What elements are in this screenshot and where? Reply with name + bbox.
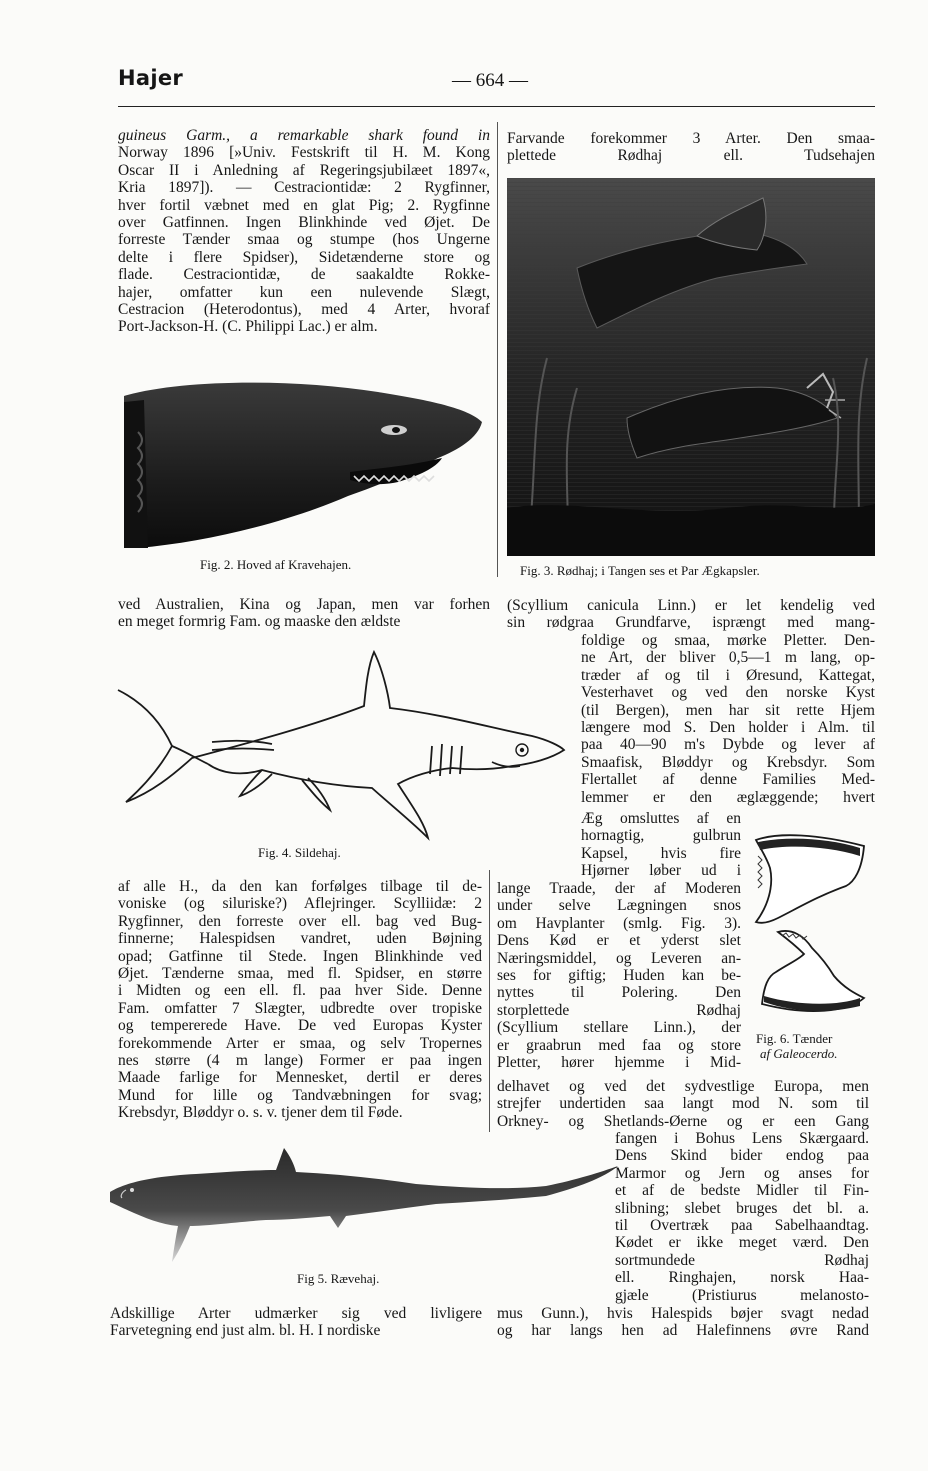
text-line: Rygfinner, den forreste over ell. bag ved Bug- (118, 912, 482, 930)
text-line: i Midten og een ell. fl. paa hver Side. Denne (118, 982, 482, 1000)
text-line: forekommende Arter er smaa, og selv Tropernes (118, 1034, 482, 1052)
text-line: Smaafisk, Bløddyr og Krebsdyr. Som (581, 753, 875, 771)
text-line: lange Traade, der af Moderen (497, 880, 741, 897)
text-line: Kria 1897]). — Cestraciontidæ: 2 Rygfinner, (118, 179, 490, 197)
text-line: Flertallet af denne Families Med- (581, 771, 875, 789)
column-divider (497, 122, 498, 577)
text-line: delhavet og ved det sydvestlige Europa, men (497, 1078, 869, 1095)
fig4-caption: Fig. 4. Sildehaj. (258, 845, 341, 860)
text-line: (Scyllium stellare Linn.), der (497, 1019, 741, 1037)
text-line: Kødet er ikke meget værd. Den (615, 1234, 869, 1252)
text-line: guineus Garm., a remarkable shark found in (118, 127, 490, 144)
text-line: Fam. omfatter 7 Slægter, udbredte over tropiske (118, 999, 482, 1017)
text-line: og tempererede Have. De ved Europas Kyster (118, 1017, 482, 1035)
col2-teeth-wide-text (497, 880, 741, 1071)
text-line: ne Art, der bliver 0,5—1 m lang, op- (581, 649, 875, 667)
text-line: strejfer undertiden saa langt mod N. som til (497, 1095, 869, 1113)
fig6-caption-line2: af Galeocerdo. (760, 1046, 838, 1061)
fig6-image (748, 826, 872, 1022)
fig2-caption: Fig. 2. Hoved af Kravehajen. (200, 557, 352, 572)
text-line: Æg omsluttes af en (581, 810, 741, 827)
text-line: sin rødgraa Grundfarve, isprængt med mang- (507, 614, 875, 632)
col2-top-text (507, 130, 875, 165)
text-line: et af de bedste Midler til Fin- (615, 1182, 869, 1200)
text-line: Oscar II i Anledning af Regeringsjubilæet 1897«, (118, 161, 490, 179)
text-line: slibning; slebet bruges det bl. a. (615, 1199, 869, 1217)
text-line: Pletter, hører hjemme i Mid- (497, 1053, 741, 1071)
running-head: Hajer (118, 66, 184, 90)
text-line: under selve Lægningen snos (497, 897, 741, 915)
fig4-image (112, 646, 572, 842)
text-line: en meget formrig Fam. og maaske den ældste (118, 613, 401, 631)
col2-narrow-text (581, 632, 875, 806)
text-line: plettede Rødhaj ell. Tudsehajen (507, 147, 875, 165)
text-line: Farvetegning end just alm. bl. H. I nordiske (110, 1322, 381, 1340)
fig6-caption-line1: Fig. 6. Tænder (756, 1031, 833, 1046)
header-rule (118, 106, 875, 107)
text-line: flade. Cestraciontidæ, de saakaldte Rokke- (118, 266, 490, 284)
text-line: Port-Jackson-H. (C. Philippi Lac.) er alm. (118, 318, 378, 336)
text-line: træder af og til i Øresund, Kattegat, (581, 666, 875, 684)
col1-bottom-text (110, 1305, 482, 1340)
text-line: ved Australien, Kina og Japan, men var forhen (118, 596, 490, 613)
text-line: af alle H., da den kan forfølges tilbage til de- (118, 878, 482, 895)
text-line: fangen i Bohus Lens Skærgaard. (615, 1130, 869, 1147)
text-line: voniske (og siluriske?) Aflejringer. Scylliidæ: 2 (118, 895, 482, 913)
text-line: Øjet. Tænderne smaa, med fl. Spidser, en større (118, 964, 482, 982)
text-line: Norway 1896 [»Univ. Festskrift til H. M. Kong (118, 144, 490, 162)
text-line: Dens Skind bider endog paa (615, 1147, 869, 1165)
text-line: delte i flere Spidser), Sidetænderne store og (118, 248, 490, 266)
text-line: er graabrun med faa og store (497, 1036, 741, 1054)
text-line: storplettede Rødhaj (497, 1001, 741, 1019)
text-line: om Havplanter (smlg. Fig. 3). (497, 914, 741, 932)
text-line: finnerne; Halespidsen vandret, uden Bøjning (118, 930, 482, 948)
text-line: (Scyllium canicula Linn.) er let kendelig ved (507, 597, 875, 614)
col1-lower-text (118, 878, 482, 1121)
text-line: opad; Gatfinne til Stede. Ingen Blinkhinde ved (118, 947, 482, 965)
col1-mid-text (118, 596, 490, 631)
fig2-image (118, 372, 490, 550)
text-line: hornagtig, gulbrun (581, 827, 741, 845)
text-line: længere mod S. Den holder i Alm. til (581, 718, 875, 736)
text-line: hver fortil væbnet med en glat Pig; 2. Rygfinne (118, 196, 490, 214)
text-line: Maade farlige for Mennesket, dertil er deres (118, 1069, 482, 1087)
text-line: sortmundede Rødhaj (615, 1251, 869, 1269)
column-divider-lower (489, 870, 490, 1132)
col2-mid-text (507, 597, 875, 632)
fig5-caption: Fig 5. Rævehaj. (297, 1271, 380, 1286)
col2-bottom-text (497, 1305, 869, 1340)
text-line: Kapsel, hvis fire (581, 844, 741, 862)
fig3-caption: Fig. 3. Rødhaj; i Tangen ses et Par Ægkapsler. (520, 563, 760, 578)
fig5-image (106, 1140, 626, 1268)
text-line: Krebsdyr, Bløddyr o. s. v. tjener dem til Føde. (118, 1104, 403, 1122)
text-line: Mund for lille og Tandvæbningen for svag; (118, 1086, 482, 1104)
text-line: hajer, omfatter kun een nulevende Slægt, (118, 283, 490, 301)
page-number: — 664 — (452, 70, 528, 91)
text-line: mus Gunn.), hvis Halespids bøjer svagt nedad (497, 1305, 869, 1322)
text-line: Marmor og Jern og anses for (615, 1164, 869, 1182)
text-line: Hjørner løber ud i (581, 862, 741, 880)
text-line: Dens Kød er et yderst slet (497, 932, 741, 950)
text-line: ell. Ringhajen, norsk Haa- (615, 1269, 869, 1287)
text-line: Farvande forekommer 3 Arter. Den smaa- (507, 130, 875, 147)
text-line: gjæle (Pristiurus melanosto- (615, 1286, 869, 1304)
col2-right-text (615, 1130, 869, 1304)
text-line: foldige og smaa, mørke Pletter. Den- (581, 632, 875, 649)
text-line: over Gatfinnen. Ingen Blinkhinde ved Øjet. De (118, 213, 490, 231)
col2-teeth-left-text (581, 810, 741, 880)
text-line: Vesterhavet og ved den norske Kyst (581, 684, 875, 702)
text-line: til Overtræk paa Sabelhaandtag. (615, 1216, 869, 1234)
text-line: lemmer er den æglæggende; hvert (581, 788, 875, 806)
col1-top-text (118, 127, 490, 336)
text-line: nes større (4 m lange) Former er paa ingen (118, 1051, 482, 1069)
text-line: paa 40—90 m's Dybde og lever af (581, 736, 875, 754)
text-line: og har langs hen ad Halefinnens øvre Rand (497, 1322, 869, 1340)
text-line: forreste Tænder smaa og stumpe (hos Ungerne (118, 231, 490, 249)
text-line: Næringsmiddel, og Leveren an- (497, 949, 741, 967)
text-line: (til Bergen), men har sit rette Hjem (581, 701, 875, 719)
text-line: Cestracion (Heterodontus), med 4 Arter, hvoraf (118, 300, 490, 318)
text-line: ses for giftig; Huden kan be- (497, 966, 741, 984)
text-line: nyttes til Polering. Den (497, 984, 741, 1002)
col2-full-text (497, 1078, 869, 1130)
fig3-image (507, 178, 875, 556)
text-line: Orkney- og Shetlands-Øerne og er een Gang (497, 1112, 869, 1130)
text-line: Adskillige Arter udmærker sig ved livligere (110, 1305, 482, 1322)
